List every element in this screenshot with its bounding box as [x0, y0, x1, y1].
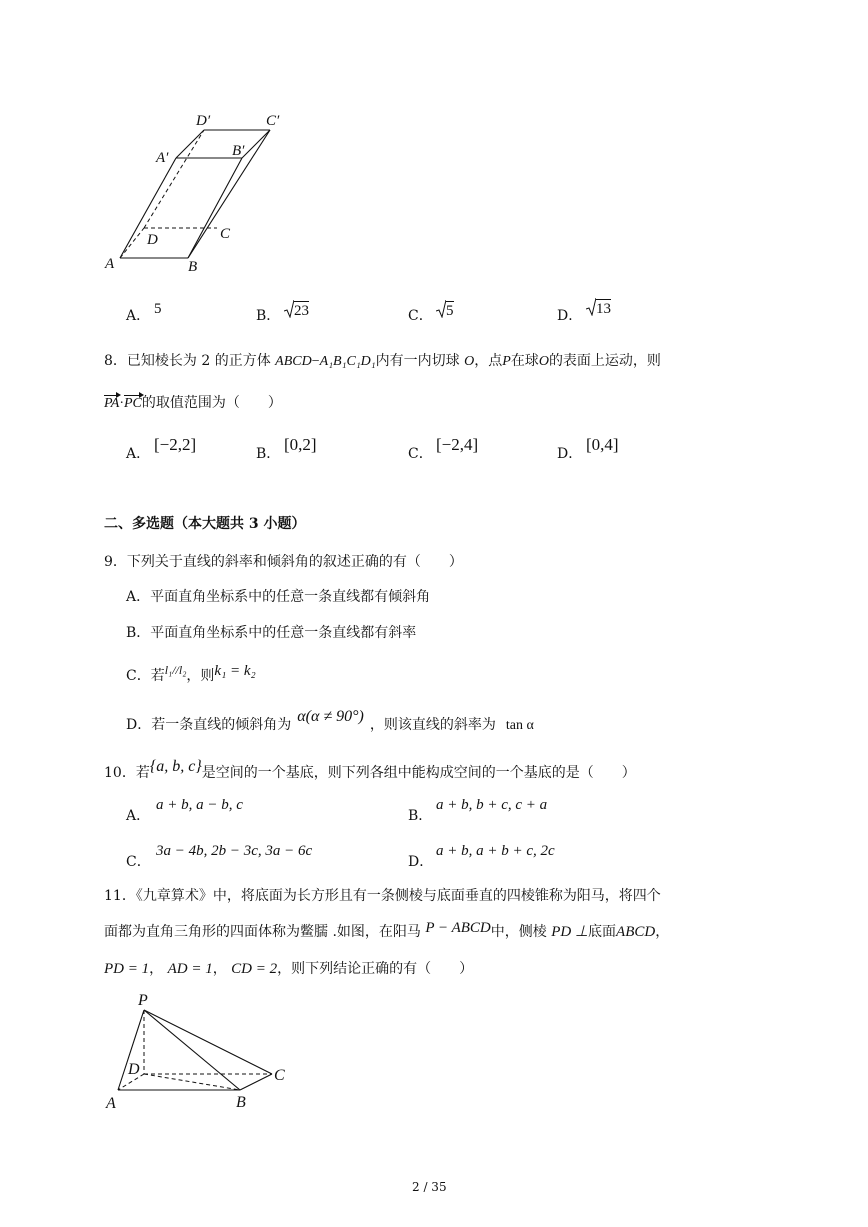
q8-stem-line1 — [104, 350, 661, 370]
q8-cube-name: ABCD — [275, 354, 312, 369]
q10-stem — [104, 758, 636, 782]
q7-option-b-letter: B． — [256, 308, 281, 324]
q10-text-post: 是空间的一个基底，则下列各组中能构成空间的一个基底的是（ ） — [201, 765, 636, 781]
q11-text-tail: ，则下列结论正确的有（ ） — [277, 961, 474, 977]
q8-vector-pa: PA — [104, 396, 120, 411]
q9-option-c — [126, 665, 256, 685]
q11-math-pd: PD = 1 — [104, 961, 150, 977]
q8-sphere-o-2: O — [538, 354, 549, 369]
q10-option-b-value: a + b, b + c, c + a — [436, 797, 548, 813]
q8-dot: · — [119, 396, 124, 411]
q11-stem-line3 — [104, 958, 473, 978]
label-a: A — [105, 256, 115, 272]
q8-option-a-letter: A． — [126, 446, 151, 462]
q7-option-d-letter: D． — [557, 308, 583, 324]
q9-stem: 9．下列关于直线的斜率和倾斜角的叙述正确的有（ ） — [104, 554, 463, 570]
q10-option-c-letter: C． — [126, 854, 151, 870]
q9-d-math-tan: tan α — [505, 718, 534, 733]
label-c: C — [220, 226, 231, 242]
q8-point-p: P — [502, 354, 511, 369]
label-b-prime: B′ — [232, 143, 245, 159]
q10-option-a-value: a + b, a − b, c — [156, 797, 243, 813]
q11-text-d: ， — [655, 924, 670, 940]
q9-option-a: A．平面直角坐标系中的任意一条直线都有倾斜角 — [126, 589, 431, 605]
q11-stem-line2 — [104, 921, 669, 941]
q10-option-b-letter: B． — [408, 808, 433, 824]
q7-option-a-value: 5 — [154, 301, 162, 317]
label-d: D — [128, 1061, 140, 1078]
q7-option-c-letter: C． — [408, 308, 433, 324]
q10-basis-set: {a, b, c} — [149, 758, 202, 775]
q8-text-b: 内有一内切球 — [375, 353, 460, 369]
q9-d-math-angle: α(α ≠ 90°) — [297, 708, 364, 725]
q9-option-d — [126, 708, 534, 734]
label-p: P — [138, 992, 148, 1009]
q8-option-a-value: [−2,2] — [154, 435, 197, 454]
q8-option-c-value: [−2,4] — [436, 435, 479, 454]
label-c-prime: C′ — [266, 113, 280, 129]
q8-option-b-letter: B． — [256, 446, 281, 462]
q11-math-base: ABCD — [616, 924, 656, 940]
q10-option-a-letter: A． — [126, 808, 151, 824]
q7-option-d-value: 13 — [586, 298, 611, 318]
sqrt-icon — [284, 300, 294, 318]
q8-text-e: 的表面上运动，则 — [548, 353, 661, 369]
q8-text-c: ，点 — [474, 353, 503, 369]
q8-sphere-o: O — [464, 354, 475, 369]
label-d-prime: D′ — [196, 113, 211, 129]
q7-option-c-value: 5 — [436, 300, 454, 320]
q11-math-perp: PD ⊥ — [551, 924, 589, 940]
q9-d-text-mid: ，则该直线的斜率为 — [369, 717, 496, 733]
q8-stem-line2 — [104, 392, 282, 412]
label-d: D — [147, 232, 158, 248]
q8-option-b-value: [0,2] — [284, 435, 317, 454]
q11-text-c: 底面 — [588, 924, 617, 940]
q8-dash: − — [311, 354, 320, 369]
label-c: C — [274, 1067, 285, 1084]
q10-option-d-value: a + b, a + b + c, 2c — [436, 843, 555, 859]
sqrt-icon — [436, 300, 446, 318]
q8-option-d-value: [0,4] — [586, 435, 619, 454]
q8-vector-pc: PC — [123, 396, 142, 411]
q9-c-math-parallel: l₁//l₂ — [164, 663, 187, 677]
q9-d-text: D．若一条直线的倾斜角为 — [126, 717, 292, 733]
label-a: A — [106, 1095, 116, 1112]
label-a-prime: A′ — [156, 150, 169, 166]
label-b: B — [188, 259, 198, 275]
parallelepiped-figure — [100, 105, 300, 285]
q8-option-c-letter: C． — [408, 446, 433, 462]
q11-text-a: 面都为直角三角形的四面体称为鳖臑 .如图，在阳马 — [104, 924, 421, 940]
q11-math-ad: AD = 1 — [167, 961, 213, 977]
sqrt-icon — [586, 298, 596, 316]
section-title: 二、多选题（本大题共 3 小题） — [104, 516, 306, 532]
q11-sep-2: ， — [212, 961, 227, 977]
q10-option-c-value: 3a − 4b, 2b − 3c, 3a − 6c — [156, 843, 313, 859]
pyramid-figure — [100, 988, 300, 1118]
page-number: 2 / 35 — [412, 1180, 447, 1194]
q9-c-math-equal: k₁ = k₂ — [214, 663, 256, 679]
q7-option-a-letter: A． — [126, 308, 151, 324]
q9-option-b: B．平面直角坐标系中的任意一条直线都有斜率 — [126, 625, 417, 641]
q11-sep-1: ， — [149, 961, 164, 977]
q8-text-a: 8．已知棱长为 2 的正方体 — [104, 353, 271, 369]
q8-question-tail: 的取值范围为（ ） — [141, 395, 282, 411]
q11-text-b: 中，侧棱 — [490, 924, 547, 940]
q10-option-d-letter: D． — [408, 854, 434, 870]
q9-c-text: C．若 — [126, 668, 165, 684]
q8-text-d: 在球 — [510, 353, 539, 369]
label-b: B — [236, 1094, 246, 1111]
q10-text-pre: 10．若 — [104, 765, 150, 781]
q8-cube-name-2: A₁B₁C₁D₁ — [319, 354, 376, 369]
q9-c-then: ，则 — [186, 668, 215, 684]
q11-math-cd: CD = 2 — [231, 961, 278, 977]
q8-option-d-letter: D． — [557, 446, 583, 462]
q11-math-pyramid: P − ABCD — [425, 920, 491, 936]
q7-option-b-value: 23 — [284, 300, 309, 320]
q11-stem-line1: 11．《九章算术》中，将底面为长方形且有一条侧棱与底面垂直的四棱锥称为阳马，将四个 — [104, 888, 661, 904]
